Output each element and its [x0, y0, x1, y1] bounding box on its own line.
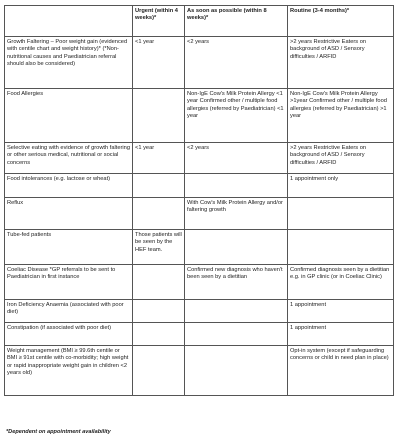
cell-soon: [185, 346, 288, 396]
header-condition: [5, 6, 133, 37]
cell-condition: Coeliac Disease *GP referrals to be sent to Paediatrician in first instance: [5, 265, 133, 300]
cell-urgent: [133, 265, 185, 300]
cell-urgent: [133, 300, 185, 323]
cell-urgent: [133, 198, 185, 230]
table-row: [5, 37, 394, 89]
cell-soon: [185, 300, 288, 323]
header-urgent: Urgent (within 4 weeks)*: [133, 6, 185, 37]
footnote: *Dependent on appointment availability: [6, 429, 111, 435]
cell-urgent: [133, 346, 185, 396]
cell-condition: Constipation (if associated with poor diet): [5, 323, 133, 346]
cell-soon: <2 years: [185, 143, 288, 174]
cell-soon: With Cow's Milk Protein Allergy and/or faltering growth: [185, 198, 288, 230]
table-row: [5, 300, 394, 323]
cell-condition: Reflux: [5, 198, 133, 230]
table-row: [5, 89, 394, 143]
cell-condition: Growth Faltering – Poor weight gain (evidenced with centile chart and weight history)* (*Non-nutritional causes and Paediatrician referral should also be considered): [5, 37, 133, 89]
cell-condition: Iron Deficiency Anaemia (associated with poor diet): [5, 300, 133, 323]
cell-routine: [288, 230, 394, 265]
cell-routine: 1 appointment only: [288, 174, 394, 198]
cell-soon: Confirmed new diagnosis who haven't been seen by a dietitian: [185, 265, 288, 300]
cell-soon: <2 years: [185, 37, 288, 89]
cell-soon: [185, 230, 288, 265]
cell-urgent: [133, 89, 185, 143]
table-row: [5, 198, 394, 230]
cell-routine: >2 years Restrictive Eaters on background of ASD / Sensory difficulties / ARFID: [288, 37, 394, 89]
cell-routine: 1 appointment: [288, 323, 394, 346]
cell-urgent: [133, 323, 185, 346]
cell-routine: Confirmed diagnosis seen by a dietitian e.g. in GP clinic (or in Coeliac Clinic): [288, 265, 394, 300]
cell-routine: [288, 198, 394, 230]
table-row: [5, 265, 394, 300]
cell-routine: >2 years Restrictive Eaters on background of ASD / Sensory difficulties / ARFID: [288, 143, 394, 174]
cell-condition: Tube-fed patients: [5, 230, 133, 265]
cell-soon: [185, 323, 288, 346]
cell-condition: Food Allergies: [5, 89, 133, 143]
cell-soon: [185, 174, 288, 198]
cell-urgent: <1 year: [133, 143, 185, 174]
cell-urgent: [133, 174, 185, 198]
cell-routine: Opt-in system (except if safeguarding concerns or child in need plan in place): [288, 346, 394, 396]
table-row: [5, 346, 394, 396]
triage-table: [4, 5, 394, 396]
cell-urgent: Those patients will be seen by the HEF team.: [133, 230, 185, 265]
cell-condition: Food intolerances (e.g. lactose or wheat): [5, 174, 133, 198]
cell-condition: Selective eating with evidence of growth faltering or other serious medical, nutritional or social concerns: [5, 143, 133, 174]
cell-soon: Non-IgE Cow's Milk Protein Allergy <1 year Confirmed other / multiple food allergies (referred by Paediatrician) <1 year: [185, 89, 288, 143]
cell-routine: Non-IgE Cow's Milk Protein Allergy >1year Confirmed other / multiple food allergies (referred by Paediatrician) >1 year: [288, 89, 394, 143]
header-row: [5, 6, 394, 37]
header-soon: As soon as possible (within 8 weeks)*: [185, 6, 288, 37]
header-routine: Routine (3-4 months)*: [288, 6, 394, 37]
table-row: [5, 143, 394, 174]
table-row: [5, 230, 394, 265]
cell-routine: 1 appointment: [288, 300, 394, 323]
table-row: [5, 323, 394, 346]
cell-urgent: <1 year: [133, 37, 185, 89]
table-row: [5, 174, 394, 198]
cell-condition: Weight management (BMI ≥ 99.6th centile or BMI ≥ 91st centile with co-morbidity; high weight or rapid inappropriate weight gain in children <2 years old): [5, 346, 133, 396]
